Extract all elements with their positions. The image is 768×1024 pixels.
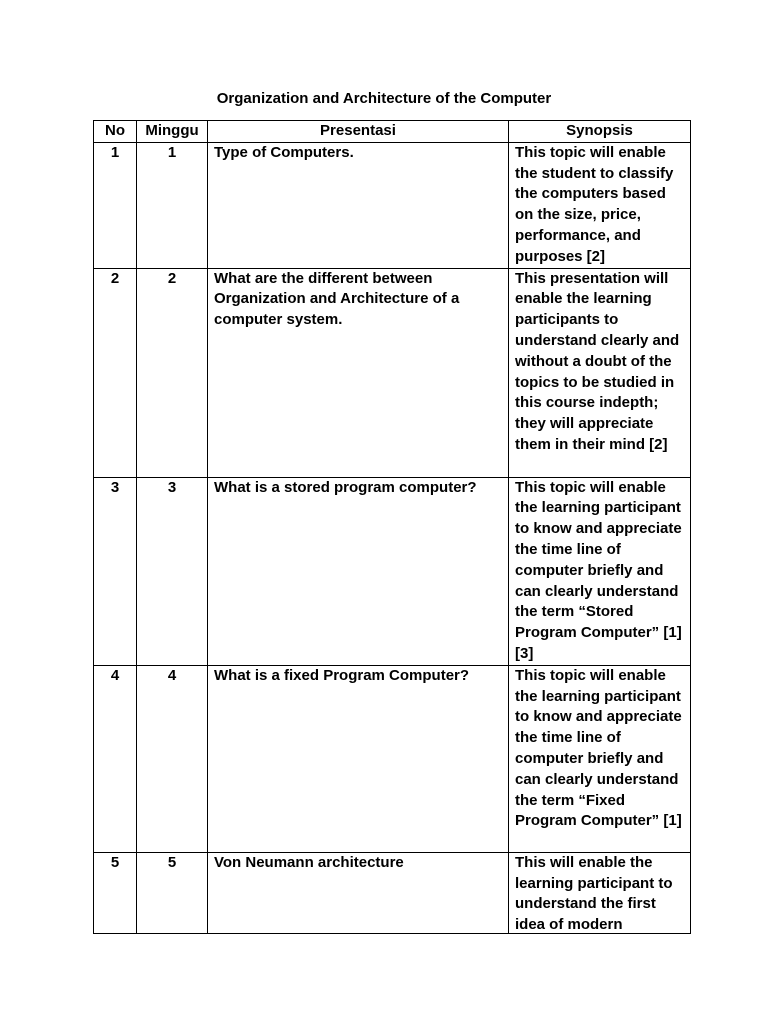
- cell-minggu: 3: [137, 477, 208, 665]
- table-header-row: [94, 121, 691, 143]
- table-row: [94, 142, 691, 268]
- cell-presentasi: What is a fixed Program Computer?: [208, 665, 509, 852]
- cell-presentasi: What are the different between Organization and Architecture of a computer system.: [208, 268, 509, 477]
- table-row: [94, 852, 691, 933]
- cell-minggu: 4: [137, 665, 208, 852]
- header-presentasi: Presentasi: [208, 121, 509, 143]
- cell-synopsis: This topic will enable the learning participant to know and appreciate the time line of computer briefly and can clearly understand the term “Stored Program Computer” [1][3]: [509, 477, 691, 665]
- synopsis-text: This will enable the learning participant to understand the first idea of modern: [515, 853, 673, 933]
- cell-minggu: 5: [137, 852, 208, 933]
- table-row: [94, 477, 691, 665]
- cell-minggu: 1: [137, 142, 208, 268]
- cell-synopsis: This topic will enable the learning participant to know and appreciate the time line of computer briefly and can clearly understand the term “Fixed Program Computer” [1]: [509, 665, 691, 852]
- cell-synopsis: [509, 852, 691, 933]
- header-no: No: [94, 121, 137, 143]
- cell-synopsis: This topic will enable the student to classify the computers based on the size, price, performance, and purposes [2]: [509, 142, 691, 268]
- syllabus-table: [93, 120, 691, 934]
- cell-presentasi: Type of Computers.: [208, 142, 509, 268]
- header-minggu: Minggu: [137, 121, 208, 143]
- cell-synopsis: This presentation will enable the learning participants to understand clearly and without a doubt of the topics to be studied in this course indepth; they will appreciate them in their mind [2]: [509, 268, 691, 477]
- cell-no: 1: [94, 142, 137, 268]
- cell-presentasi: Von Neumann architecture: [208, 852, 509, 933]
- cell-no: 2: [94, 268, 137, 477]
- cell-presentasi: What is a stored program computer?: [208, 477, 509, 665]
- cell-no: 3: [94, 477, 137, 665]
- cell-no: 4: [94, 665, 137, 852]
- table-row: [94, 268, 691, 477]
- cell-minggu: 2: [137, 268, 208, 477]
- document-title: Organization and Architecture of the Computer: [216, 90, 552, 107]
- header-synopsis: Synopsis: [509, 121, 691, 143]
- cell-no: 5: [94, 852, 137, 933]
- table-row: [94, 665, 691, 852]
